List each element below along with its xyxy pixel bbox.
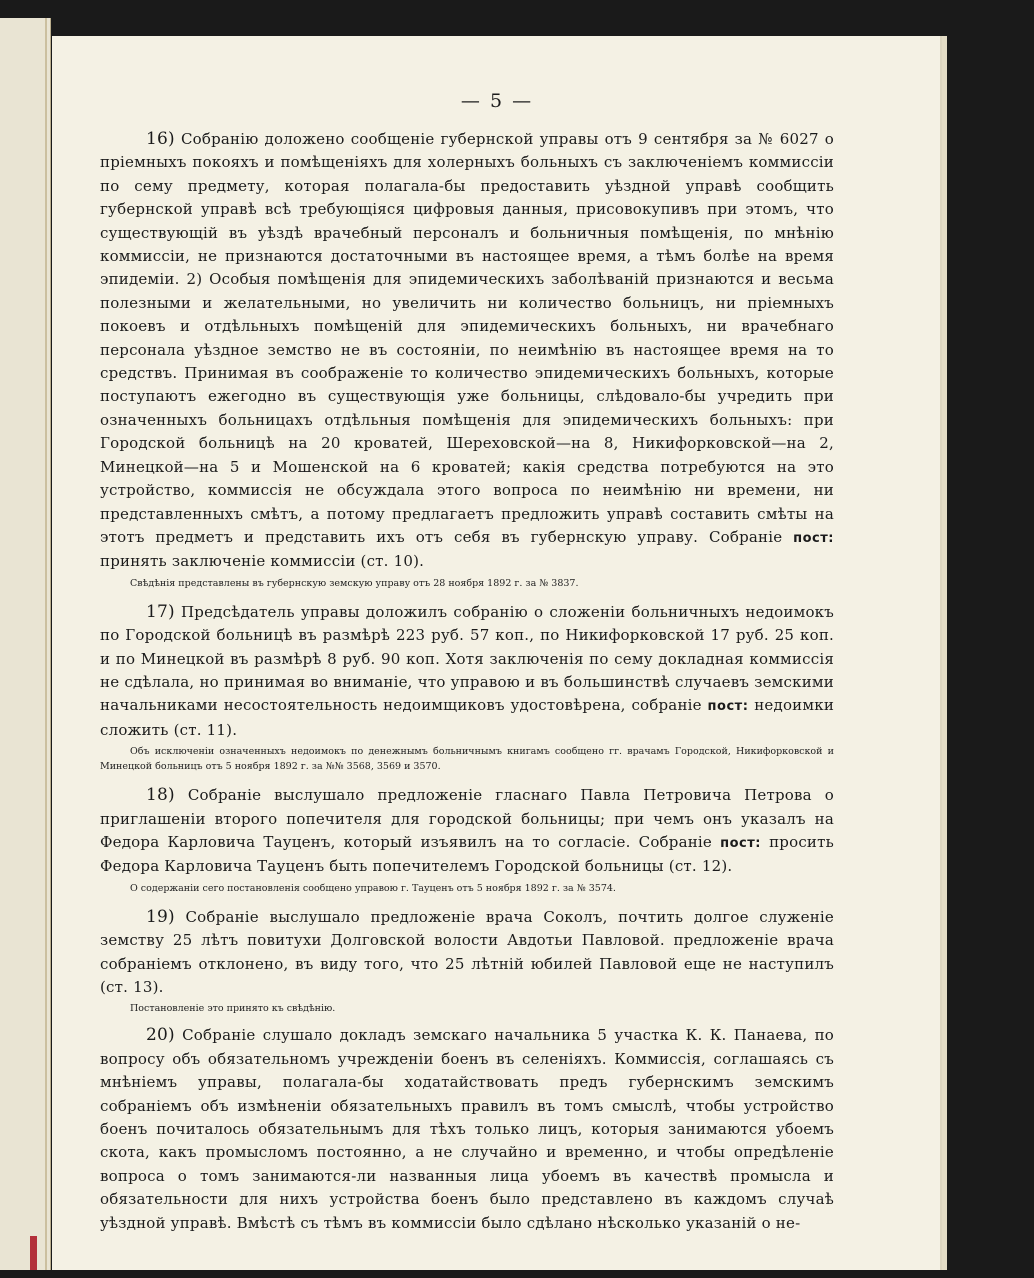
resolution-mark: пост:: [793, 530, 834, 546]
resolution-mark: пост:: [720, 835, 761, 851]
bookmark-ribbon: [30, 1236, 37, 1270]
item-text: Собраніе выслушало предложеніе врача Соколъ, почтить долгое служеніе земству 25 лѣтъ повитухи Долговской волости Авдотьи Павловой. предложеніе врача собраніемъ отклонено, въ виду того, что 25 лѣтній юбилей Павловой еще не наступилъ (ст. 13).: [100, 907, 834, 996]
item-18: [100, 784, 834, 879]
resolution-mark: пост:: [707, 699, 749, 715]
item-number: 18): [146, 785, 175, 806]
item-number: 20): [146, 1025, 175, 1046]
item-text: Собраніе выслушало предложеніе гласнаго Павла Петровича Петрова о приглашеніи второго попечителя для городской больницы; при чемъ онъ указалъ на Федора Карловича Тауценъ, который изъявилъ на то согласіе. Собраніе: [100, 786, 835, 851]
item-text-end: недоимки сложить (ст. 11).: [100, 696, 835, 739]
item-number: 19): [146, 906, 175, 927]
item-20: [100, 1024, 834, 1235]
item-18-note: О содержаніи сего постановленія сообщено управою г. Тауценъ отъ 5 ноября 1892 г. за № 3574.: [130, 882, 616, 894]
page-body: [100, 128, 834, 1235]
page-number: — 5 —: [460, 90, 534, 112]
item-text: Собранію доложено сообщеніе губернской управы отъ 9 сентября за № 6027 о пріемныхъ покояхъ и помѣщеніяхъ для холерныхъ больныхъ съ заключеніемъ коммиссіи по сему предмету, которая полагала-бы предоставить уѣздной управѣ сообщить губернской управѣ всѣ требующіяся цифровыя данныя, присовокупивъ при этомъ, что существующій въ уѣздѣ врачебный персоналъ и больничныя помѣщенія, по мнѣнію коммиссіи, не признаются достаточными въ настоящее время, а тѣмъ болѣе на время эпидеміи. 2) Особыя помѣщенія для эпидемическихъ заболѣваній признаются и весьма полезными и желательными, но увеличить ни количество больницъ, ни пріемныхъ покоевъ и отдѣльныхъ помѣщеній для эпидемическихъ больныхъ, ни врачебнаго персонала уѣздное земство не въ состояніи, по неимѣнію въ настоящее время на то средствъ. Принимая въ соображеніе то количество эпидемическихъ больныхъ, которые поступаютъ ежегодно въ существующія уже больницы, слѣдовало-бы учредить при означенныхъ больницахъ отдѣльныя помѣщенія для эпидемическихъ больныхъ: при Городской больницѣ на 20 кроватей, Шереховской—на 8, Никифорковской—на 2, Минецкой—на 5 и Мошенской на 6 кроватей; какія средства потребуются на это устройство, коммиссія не обсуждала этого вопроса по неимѣнію ни времени, ни представленныхъ смѣтъ, а потому предлагаетъ предложить управѣ составить смѣты на этотъ предметъ и представить ихъ отъ себя въ губернскую управу. Собраніе: [100, 130, 835, 546]
item-text-end: просить Федора Карловича Тауценъ быть попечителемъ Городской больницы (ст. 12).: [100, 832, 834, 876]
item-19: [100, 906, 834, 1000]
item-17-note: Объ исключеніи означенныхъ недоимокъ по денежнымъ больничнымъ книгамъ сообщено гг. врачамъ Городской, Никифорковской и Минецкой больницъ отъ 5 ноября 1892 г. за №№ 3568, 3569 и 3570.: [100, 746, 834, 773]
item-number: 16): [146, 129, 175, 149]
item-text-end: принять заключеніе коммиссіи (ст. 10).: [100, 552, 425, 571]
item-17: [100, 601, 834, 742]
item-text: Собраніе слушало докладъ земскаго начальника 5 участка К. К. Панаева, по вопросу объ обязательномъ учрежденіи боенъ въ селеніяхъ. Коммиссія, соглашаясь съ мнѣніемъ управы, полагала-бы ходатайствовать предъ губернскимъ земскимъ собраніемъ объ измѣненіи обязательныхъ правилъ въ томъ смыслѣ, чтобы устройство боенъ почиталось обязательнымъ для тѣхъ только лицъ, которыя занимаются убоемъ скота, какъ промысломъ постоянно, а не случайно и временно, и чтобы опредѣленіе вопроса о томъ занимаются-ли названныя лица убоемъ въ качествѣ промысла и обязательности для нихъ устройства боенъ было представлено въ каждомъ случаѣ уѣздной управѣ. Вмѣстѣ съ тѣмъ въ коммиссіи было сдѣлано нѣсколько указаній о не-: [100, 1026, 834, 1232]
item-19-note: Постановленіе это принято къ свѣдѣнію.: [130, 1003, 336, 1015]
page-right-edge: [942, 36, 947, 1270]
item-16: [100, 128, 834, 574]
left-page-edge: [0, 18, 51, 1270]
page-fold: [45, 18, 47, 1270]
document-page: [52, 36, 942, 1270]
item-16-note: Свѣдѣнія представлены въ губернскую земскую управу отъ 28 ноября 1892 г. за № 3837.: [130, 577, 579, 589]
item-text: Предсѣдатель управы доложилъ собранію о сложеніи больничныхъ недоимокъ по Городской больницѣ въ размѣрѣ 223 руб. 57 коп., по Никифорковской 17 руб. 25 коп. и по Минецкой въ размѣрѣ 8 руб. 90 коп. Хотя заключенія по сему докладная коммиссія не сдѣлала, но принимая во вниманіе, что управою и въ большинствѣ случаевъ земскими начальниками несостоятельность недоимщиковъ удостовѣрена, собраніе: [100, 602, 834, 715]
item-number: 17): [146, 601, 175, 622]
